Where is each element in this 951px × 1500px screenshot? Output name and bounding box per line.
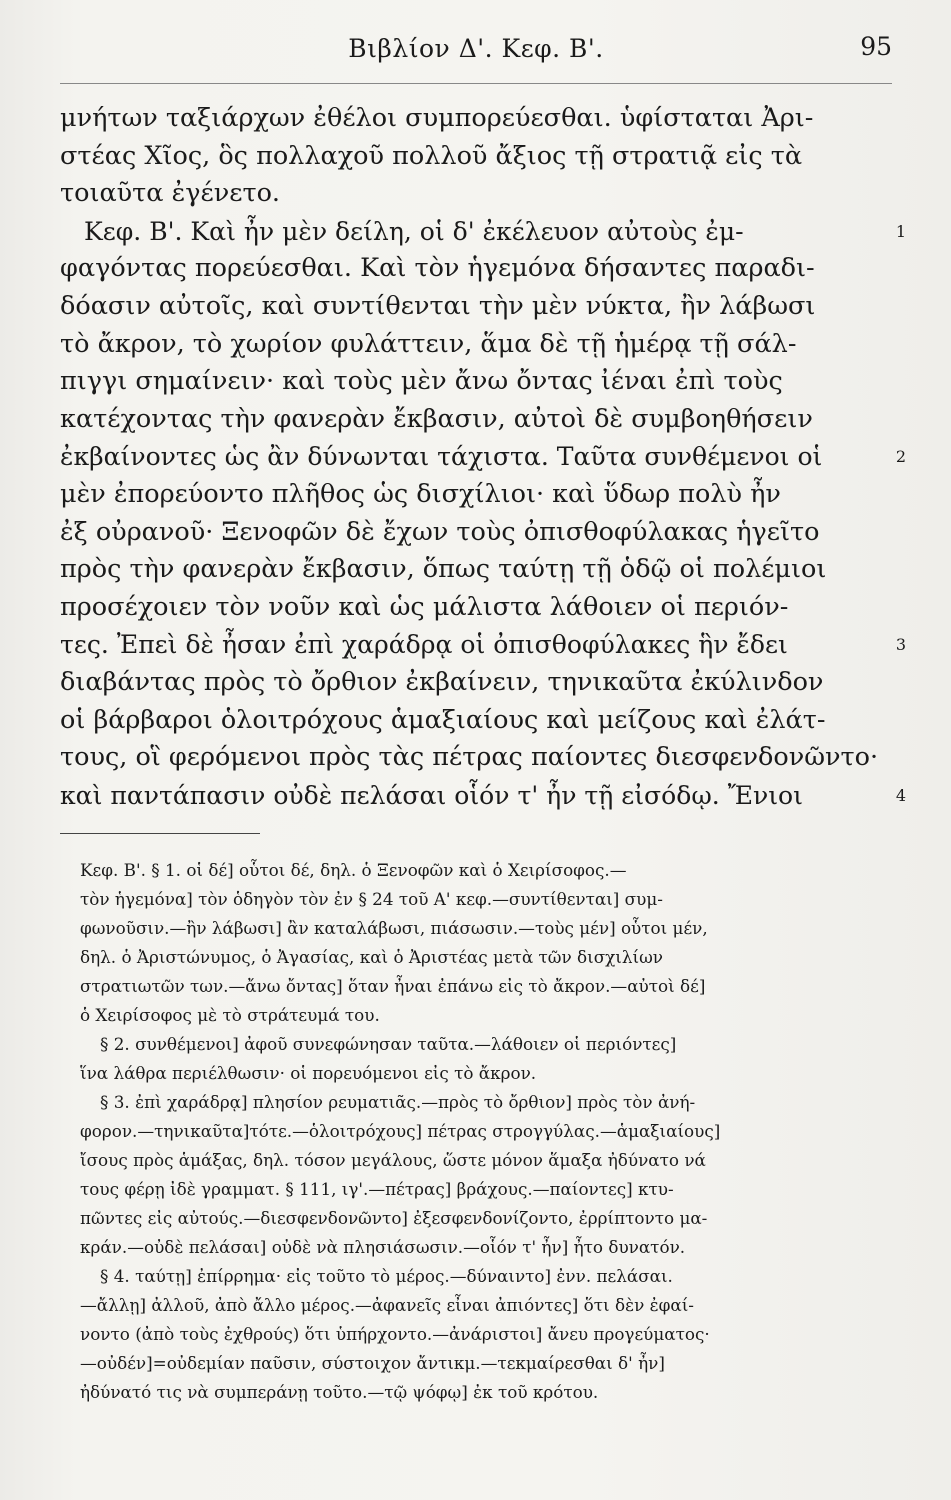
- page-header: [60, 28, 892, 68]
- text-line-content: Κεφ. Β'. Καὶ ἦν μὲν δείλη, οἱ δ' ἐκέλευον αὐτοὺς ἐμ-: [84, 216, 744, 246]
- text-line-content: κατέχοντας τὴν φανερὰν ἔκβασιν, αὐτοὶ δὲ συμβοηθήσειν: [60, 403, 813, 434]
- text-line: [60, 626, 906, 664]
- footnote-line: § 3. ἐπὶ χαράδρᾳ] πλησίον ρευματιᾶς.—πρὸς τὸ ὄρθιον] πρὸς τὸν ἀνή-: [100, 1092, 696, 1112]
- text-line-content: στέας Χῖος, ὃς πολλαχοῦ πολλοῦ ἄξιος τῇ στρατιᾷ εἰς τὰ: [60, 140, 803, 171]
- footnote-line: ὁ Χειρίσοφος μὲ τὸ στράτευμά του.: [80, 1005, 380, 1025]
- footnote-line: § 2. συνθέμενοι] ἀφοῦ συνεφώνησαν ταῦτα.—λάθοιεν οἱ περιόντες]: [100, 1034, 677, 1054]
- footnote-line: ἴσους πρὸς ἁμάξας, δηλ. τόσον μεγάλους, ὥστε μόνον ἅμαξα ἠδύνατο νά: [80, 1150, 706, 1170]
- footnote-line: φορον.—τηνικαῦτα]τότε.—ὁλοιτρόχους] πέτρας στρογγύλας.—ἁμαξιαίους]: [80, 1121, 721, 1141]
- footnote-line: δηλ. ὁ Ἀριστώνυμος, ὁ Ἀγασίας, καὶ ὁ Ἀριστέας μετὰ τῶν δισχιλίων: [80, 947, 663, 967]
- footnote-line: —ἄλλῃ] ἀλλοῦ, ἀπὸ ἄλλο μέρος.—ἀφανεῖς εἶναι ἀπιόντες] ὅτι δὲν ἐφαί-: [80, 1295, 694, 1315]
- text-line: [60, 401, 892, 439]
- footnote-line: πῶντες εἰς αὐτούς.—διεσφενδονῶντο] ἐξεσφενδονίζοντο, ἐρρίπτοντο μα-: [80, 1208, 708, 1228]
- text-line-content: πρὸς τὴν φανερὰν ἔκβασιν, ὅπως ταύτῃ τῇ ὁδῷ οἱ πολέμιοι: [60, 554, 827, 585]
- text-line-content: δόασιν αὐτοῖς, καὶ συντίθενται τὴν μὲν νύκτα, ἢν λάβωσι: [60, 290, 816, 321]
- footnote-line: κράν.—οὐδὲ πελάσαι] οὐδὲ νὰ πλησιάσωσιν.—οἷόν τ' ἦν] ἦτο δυνατόν.: [80, 1237, 686, 1257]
- text-line: [60, 551, 892, 589]
- text-line-content: μνήτων ταξιάρχων ἐθέλοι συμπορεύεσθαι. ὑφίσταται Ἀρι-: [60, 103, 814, 133]
- text-line-content: ἐκβαίνοντες ὡς ἂν δύνωνται τάχιστα. Ταῦτα συνθέμενοι οἱ: [60, 442, 823, 472]
- running-title: Βιβλίον Δ'. Κεφ. Β'.: [348, 34, 604, 63]
- footnote-line: φωνοῦσιν.—ἢν λάβωσι] ἂν καταλάβωσι, πιάσωσιν.—τοὺς μέν] οὗτοι μέν,: [80, 918, 708, 938]
- text-line-content: τους, οἳ φερόμενοι πρὸς τὰς πέτρας παίοντες διεσφενδονῶντο·: [60, 742, 879, 773]
- page-number: 95: [860, 32, 892, 61]
- text-line: [60, 100, 892, 138]
- text-line: [60, 288, 892, 326]
- text-line: [60, 702, 892, 740]
- text-line: [60, 438, 906, 476]
- text-line-content: μὲν ἐπορεύοντο πλῆθος ὡς δισχίλιοι· καὶ ὕδωρ πολὺ ἦν: [60, 478, 781, 509]
- text-line-content: τὸ ἄκρον, τὸ χωρίον φυλάττειν, ἅμα δὲ τῇ ἡμέρᾳ τῇ σάλ-: [60, 328, 797, 359]
- text-line: [60, 514, 892, 552]
- footnote-line: ἵνα λάθρα περιέλθωσιν· οἱ πορευόμενοι εἰς τὸ ἄκρον.: [80, 1063, 537, 1083]
- text-line: [60, 250, 892, 288]
- text-line: [60, 213, 906, 251]
- text-line: [60, 589, 892, 627]
- footnote-line: στρατιωτῶν των.—ἄνω ὄντας] ὅταν ἦναι ἐπάνω εἰς τὸ ἄκρον.—αὐτοὶ δέ]: [80, 976, 706, 996]
- footnote-line: τους φέρῃ ἰδὲ γραμματ. § 111, ιγ'.—πέτρας] βράχους.—παίοντες] κτυ-: [80, 1179, 674, 1199]
- text-line: [60, 326, 892, 364]
- section-margin-number: 2: [895, 447, 906, 467]
- footnote-line: νοντο (ἀπὸ τοὺς ἐχθρούς) ὅτι ὑπήρχοντο.—ἀνάριστοι] ἄνευ προγεύματος·: [80, 1324, 710, 1344]
- section-margin-number: 1: [895, 221, 906, 241]
- text-line-content: προσέχοιεν τὸν νοῦν καὶ ὡς μάλιστα λάθοιεν οἱ περιόν-: [60, 591, 789, 622]
- text-line-content: ἐξ οὐρανοῦ· Ξενοφῶν δὲ ἔχων τοὺς ὀπισθοφύλακας ἡγεῖτο: [60, 516, 820, 547]
- text-line-content: πιγγι σημαίνειν· καὶ τοὺς μὲν ἄνω ὄντας ἰέναι ἐπὶ τοὺς: [60, 366, 783, 397]
- footnotes: [80, 856, 892, 1407]
- text-line-content: οἱ βάρβαροι ὁλοιτρόχους ἁμαξιαίους καὶ μείζους καὶ ἐλάτ-: [60, 704, 826, 735]
- footnote-rule: [60, 833, 260, 834]
- main-text: [60, 100, 906, 814]
- footnote-line: —οὐδέν]=οὐδεμίαν παῦσιν, σύστοιχον ἄντικμ.—τεκμαίρεσθαι δ' ἦν]: [80, 1353, 665, 1373]
- text-line: [60, 476, 892, 514]
- text-line-content: φαγόντας πορεύεσθαι. Καὶ τὸν ἡγεμόνα δήσαντες παραδι-: [60, 253, 815, 284]
- text-line-content: τες. Ἐπεὶ δὲ ἦσαν ἐπὶ χαράδρᾳ οἱ ὀπισθοφύλακες ἣν ἔδει: [60, 630, 788, 660]
- header-rule: [60, 83, 892, 84]
- text-line: [60, 138, 892, 176]
- text-line: [60, 363, 892, 401]
- text-line: [60, 664, 892, 702]
- text-line-content: διαβάντας πρὸς τὸ ὄρθιον ἐκβαίνειν, τηνικαῦτα ἐκύλινδον: [60, 666, 824, 697]
- footnote-line: Κεφ. Β'. § 1. οἱ δέ] οὗτοι δέ, δηλ. ὁ Ξενοφῶν καὶ ὁ Χειρίσοφος.—: [80, 860, 627, 880]
- footnote-line: § 4. ταύτῃ] ἐπίρρημα· εἰς τοῦτο τὸ μέρος.—δύναιντο] ἐνν. πελάσαι.: [100, 1266, 673, 1286]
- section-margin-number: 4: [895, 785, 906, 805]
- text-line-content: τοιαῦτα ἐγένετο.: [60, 178, 281, 209]
- footnote-line: τὸν ἡγεμόνα] τὸν ὁδηγὸν τὸν ἐν § 24 τοῦ Α' κεφ.—συντίθενται] συμ-: [80, 889, 663, 909]
- text-line: [60, 175, 892, 213]
- text-line-content: καὶ παντάπασιν οὐδὲ πελάσαι οἷόν τ' ἦν τῇ εἰσόδῳ. Ἔνιοι: [60, 780, 803, 810]
- text-line: [60, 739, 892, 777]
- footnote-line: ἠδύνατό τις νὰ συμπεράνῃ τοῦτο.—τῷ ψόφῳ] ἐκ τοῦ κρότου.: [80, 1382, 599, 1402]
- section-margin-number: 3: [895, 635, 906, 655]
- text-line: [60, 777, 906, 815]
